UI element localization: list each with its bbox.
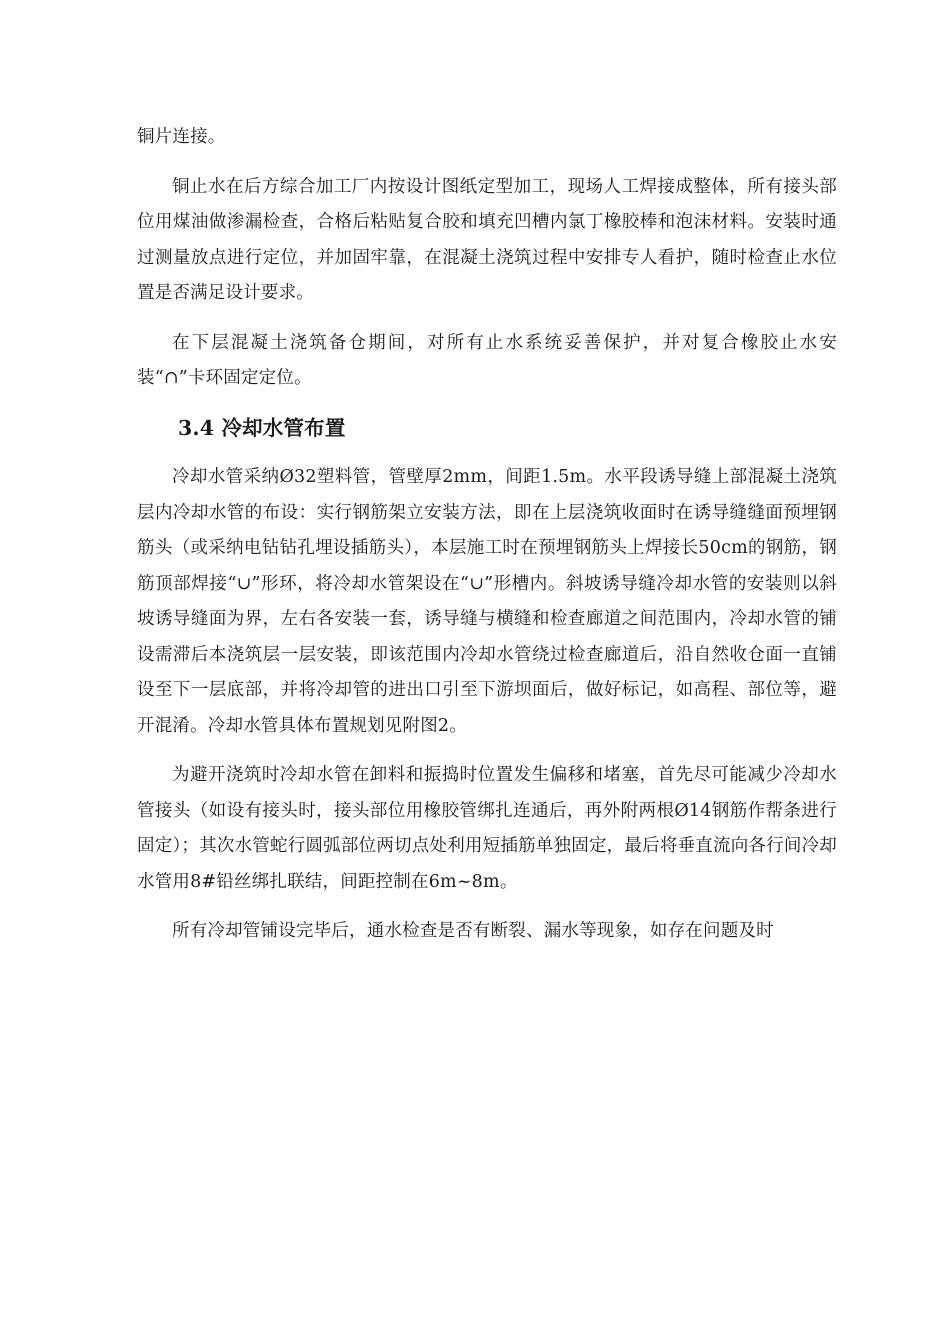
paragraph-6: 所有冷却管铺设完毕后，通水检查是否有断裂、漏水等现象，如存在问题及时 <box>172 921 774 941</box>
paragraph-4: 冷却水管采纳Ø32塑料管，管壁厚2mm，间距1.5m。水平段诱导缝上部混凝土浇筑层内冷却水管的布设：实行钢筋架立安装方法，即在上层浇筑收面时在诱导缝缝面预埋钢筋头（或采纳电钻钻孔埋设插筋头），本层施工时在预埋钢筋头上焊接长50cm的钢筋，钢筋顶部焊接“∪”形环，将冷却水管架设在“∪”形槽内。斜坡诱导缝冷却水管的安装则以斜坡诱导缝面为界，左右各安装一套，诱导缝与横缝和检查廊道之间范围内，冷却水管的铺设需滞后本浇筑层一层安装，即该范围内冷却水管绕过检查廊道后，沿自然收仓面一直铺设至下一层底部，并将冷却管的进出口引至下游坝面后，做好标记，如高程、部位等，避开混淆。冷却水管具体布置规划见附图2。 <box>137 467 837 736</box>
paragraph-2: 铜止水在后方综合加工厂内按设计图纸定型加工，现场人工焊接成整体，所有接头部位用煤油做渗漏检查，合格后粘贴复合胶和填充凹槽内氯丁橡胶棒和泡沫材料。安装时通过测量放点进行定位，并加固牢靠，在混凝土浇筑过程中安排专人看护，随时检查止水位置是否满足设计要求。 <box>137 176 837 303</box>
section-heading: 3.4 冷却水管布置 <box>177 415 346 440</box>
paragraph-5: 为避开浇筑时冷却水管在卸料和振捣时位置发生偏移和堵塞，首先尽可能减少冷却水管接头（如设有接头时，接头部位用橡胶管绑扎连通后，再外附两根Ø14钢筋作帮条进行固定）；其次水管蛇行圆弧部位两切点处利用短插筋单独固定，最后将垂直流向各行间冷却水管用8#铅丝绑扎联结，间距控制在6m~8m。 <box>137 765 837 892</box>
paragraph-3: 在下层混凝土浇筑备仓期间，对所有止水系统妥善保护，并对复合橡胶止水安装“∩”卡环固定定位。 <box>137 332 837 388</box>
document-body <box>137 120 837 950</box>
paragraph-1: 铜片连接。 <box>137 127 226 147</box>
